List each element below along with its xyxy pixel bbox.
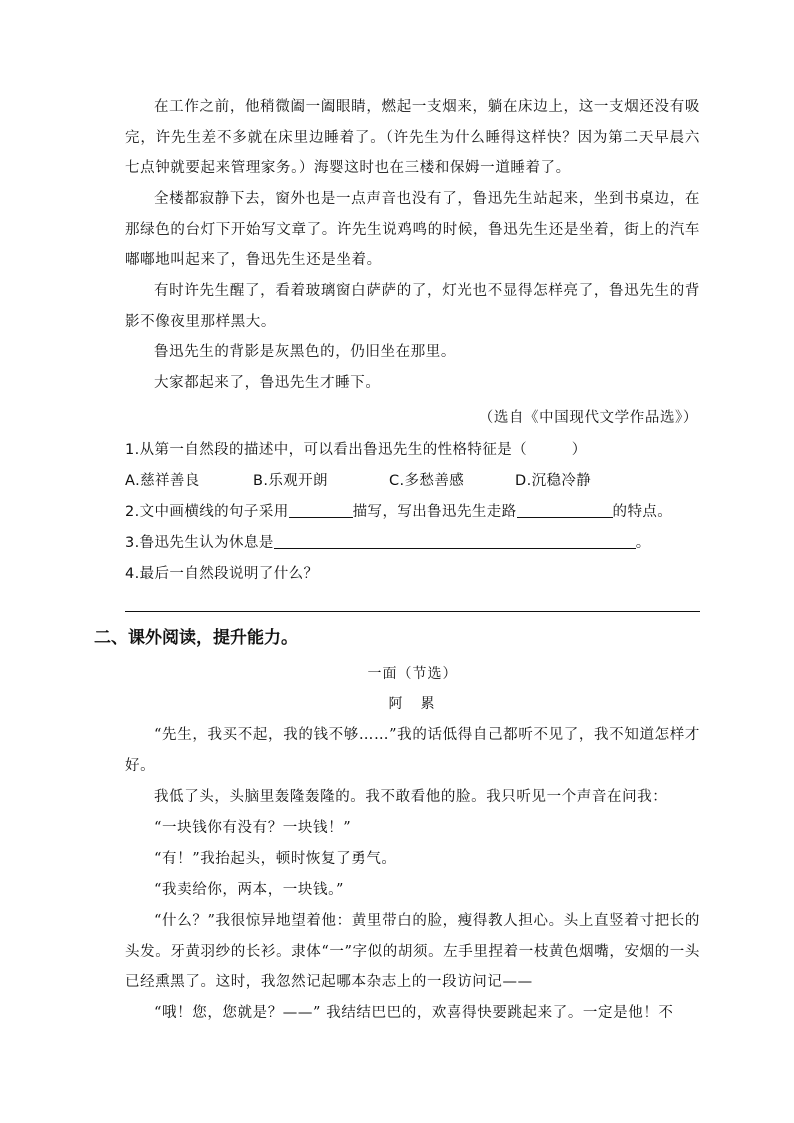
passage2-paragraph-1: “先生，我买不起，我的钱不够……”我的话低得自己都听不见了，我不知道怎样才好。: [125, 727, 700, 774]
passage2-author: 阿 累: [388, 696, 437, 712]
passage1-paragraph-4: 鲁迅先生的背影是灰黑色的，仍旧坐在那里。: [154, 344, 456, 360]
passage1-paragraph-3: 有时许先生醒了，看着玻璃窗白萨萨的了，灯光也不显得怎样亮了，鲁迅先生的背影不像夜里那样黑大。: [125, 283, 700, 330]
question-2: [125, 502, 672, 522]
section-2-heading: 二、课外阅读，提升能力。: [94, 628, 298, 648]
passage2-paragraph-4: “有！”我抬起头，顿时恢复了勇气。: [154, 851, 397, 867]
passage2-paragraph-3: “一块钱你有没有？一块钱！”: [154, 820, 352, 836]
answer-blank-3[interactable]: [274, 534, 636, 549]
passage1-paragraph-2: 全楼都寂静下去，窗外也是一点声音也没有了，鲁迅先生站起来，坐到书桌边，在那绿色的台灯下开始写文章了。许先生说鸡鸣的时候，鲁迅先生还是坐着，街上的汽车嘟嘟地叫起来了，鲁迅先生还是坐着。: [125, 191, 700, 268]
passage2-paragraph-5: “我卖给你，两本，一块钱。”: [154, 882, 344, 898]
option-a[interactable]: A.慈祥善良: [125, 473, 200, 489]
answer-blank-2a[interactable]: [289, 503, 353, 518]
passage1-paragraph-1: 在工作之前，他稍微阖一阖眼睛，燃起一支烟来，躺在床边上，这一支烟还没有吸完，许先生差不多就在床里边睡着了。（许先生为什么睡得这样快？因为第二天早晨六七点钟就要起来管理家务。）海婴这时也在三楼和保姆一道睡着了。: [125, 99, 700, 176]
question-3-prefix: 3.鲁迅先生认为休息是: [125, 535, 274, 551]
option-b[interactable]: B.乐观开朗: [253, 473, 328, 489]
passage2-paragraph-7: “哦！您，您就是？——” 我结结巴巴的，欢喜得快要跳起来了。一定是他！不: [154, 1005, 674, 1021]
option-c[interactable]: C.多愁善感: [389, 473, 465, 489]
question-2-prefix: 2.文中画横线的句子采用: [125, 504, 289, 520]
passage2-paragraph-2: 我低了头，头脑里轰隆轰隆的。我不敢看他的脸。我只听见一个声音在问我：: [154, 789, 668, 805]
answer-blank-2b[interactable]: [517, 503, 613, 518]
passage2-paragraph-6: “什么？”我很惊异地望着他：黄里带白的脸，瘦得教人担心。头上直竖着寸把长的头发。牙黄羽纱的长衫。隶体“一”字似的胡须。左手里捏着一枝黄色烟嘴，安烟的一头已经熏黑了。这时，我忽然记起哪本杂志上的一段访问记——: [125, 913, 700, 990]
question-1-options: [125, 471, 591, 491]
question-2-middle: 描写，写出鲁迅先生走路: [352, 504, 517, 520]
question-3-suffix: 。: [635, 535, 651, 551]
answer-line-4[interactable]: [125, 611, 700, 612]
question-3: [125, 533, 651, 553]
question-4: 4.最后一自然段说明了什么？: [125, 566, 319, 582]
option-d[interactable]: D.沉稳冷静: [515, 473, 592, 489]
question-2-suffix: 的特点。: [612, 504, 673, 520]
question-1: 1.从第一自然段的描述中，可以看出鲁迅先生的性格特征是（ ）: [125, 442, 587, 458]
passage2-title: 一面（节选）: [367, 666, 458, 682]
passage1-paragraph-5: 大家都起来了，鲁迅先生才睡下。: [154, 375, 381, 391]
passage-source: （选自《中国现代文学作品选》）: [478, 410, 698, 426]
